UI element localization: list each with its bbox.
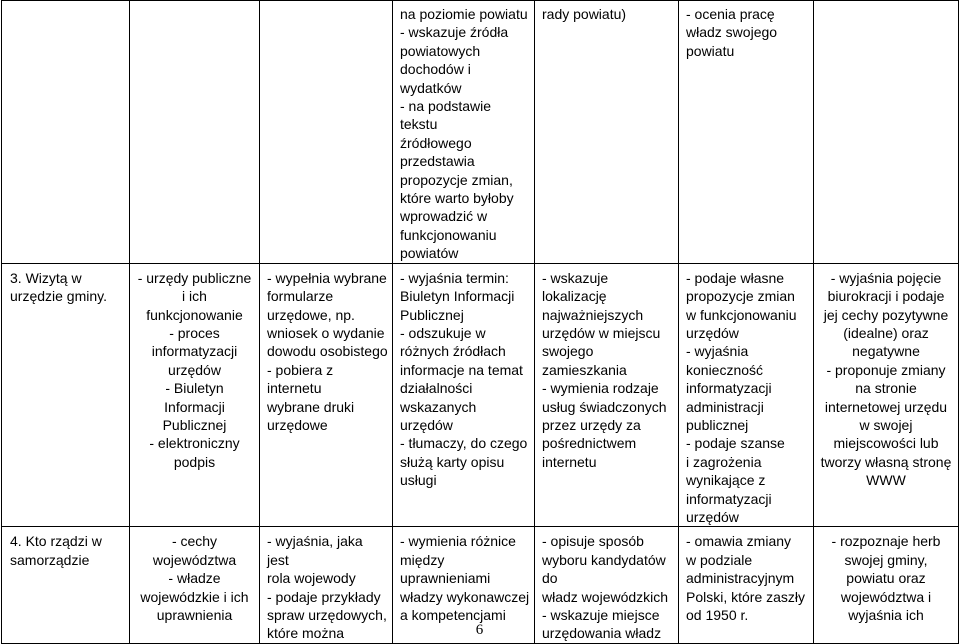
table-cell	[814, 1, 959, 264]
curriculum-table	[1, 0, 959, 644]
table-row	[2, 1, 959, 264]
table-cell	[679, 263, 814, 527]
table-cell	[535, 1, 679, 264]
cell-text: - wyjaśnia, jaka jest rola wojewody - podaje przykłady spraw urzędowych, które można	[267, 533, 387, 642]
table-cell	[2, 1, 130, 264]
table-cell	[814, 263, 959, 527]
table-cell	[393, 263, 535, 527]
table-cell	[679, 1, 814, 264]
cell-text: 4. Kto rządzi w samorządzie	[10, 533, 102, 568]
cell-text: na poziomie powiatu - wskazuje źródła powiatowych dochodów i wydatków - na podstawie tekstu źródłowego przedstawia propozycje zmian, które warto byłoby wprowadzić w funkcjonowaniu powiatów	[400, 6, 528, 262]
cell-text: - wypełnia wybrane formularze urzędowe, np. wniosek o wydanie dowodu osobistego - pobiera z internetu wybrane druki urzędowe	[267, 269, 388, 433]
table-cell	[393, 1, 535, 264]
cell-text: rady powiatu)	[542, 6, 627, 22]
cell-text: - rozpoznaje herb swojej gminy, powiatu oraz województwa i wyjaśnia ich	[831, 533, 941, 623]
cell-text: - opisuje sposób wyboru kandydatów do władz wojewódzkich - wskazuje miejsce urzędowania władz	[542, 533, 669, 642]
table-cell	[2, 263, 130, 527]
table-cell	[260, 1, 393, 264]
cell-text: - omawia zmiany w podziale administracyjnym Polski, które zaszły od 1950 r.	[686, 533, 806, 623]
cell-text: - wyjaśnia termin: Biuletyn Informacji Publicznej - odszukuje w różnych źródłach informacje na temat działalności wskazanych urzędów - tłumaczy, do czego służą karty opisu usługi	[400, 269, 528, 489]
page-number: 6	[475, 622, 484, 638]
table-cell	[130, 1, 260, 264]
table-row	[2, 263, 959, 527]
cell-text: - wymienia różnice między uprawnieniami władzy wykonawczej a kompetencjami	[400, 533, 530, 623]
cell-text: - ocenia pracę władz swojego powiatu	[686, 6, 778, 59]
cell-text: - podaje własne propozycje zmian w funkcjonowaniu urzędów - wyjaśnia konieczność informatyzacji administracji publicznej - podaje szanse i zagrożenia wynikające z informatyzacji urzędów	[686, 269, 797, 525]
cell-text: - urzędy publiczne i ich funkcjonowanie - proces informatyzacji urzędów - Biuletyn Informacji Publicznej - elektroniczny podpis	[137, 269, 252, 470]
table-cell	[260, 263, 393, 527]
cell-text: - wskazuje lokalizację najważniejszych urzędów w miejscu swojego zamieszkania - wymienia rodzaje usług świadczonych przez urzędy za pośrednictwem internetu	[542, 269, 667, 470]
cell-text: - wyjaśnia pojęcie biurokracji i podaje jej cechy pozytywne (idealne) oraz negatywne - proponuje zmiany na stronie internetowej urzędu w swojej miejscowości lub tworzy własną stronę WWW	[820, 269, 952, 489]
cell-text: 3. Wizytą w urzędzie gminy.	[10, 269, 108, 305]
table-cell	[535, 263, 679, 527]
cell-text: - cechy województwa - władze wojewódzkie i ich uprawnienia	[140, 533, 249, 623]
table-cell	[130, 263, 260, 527]
